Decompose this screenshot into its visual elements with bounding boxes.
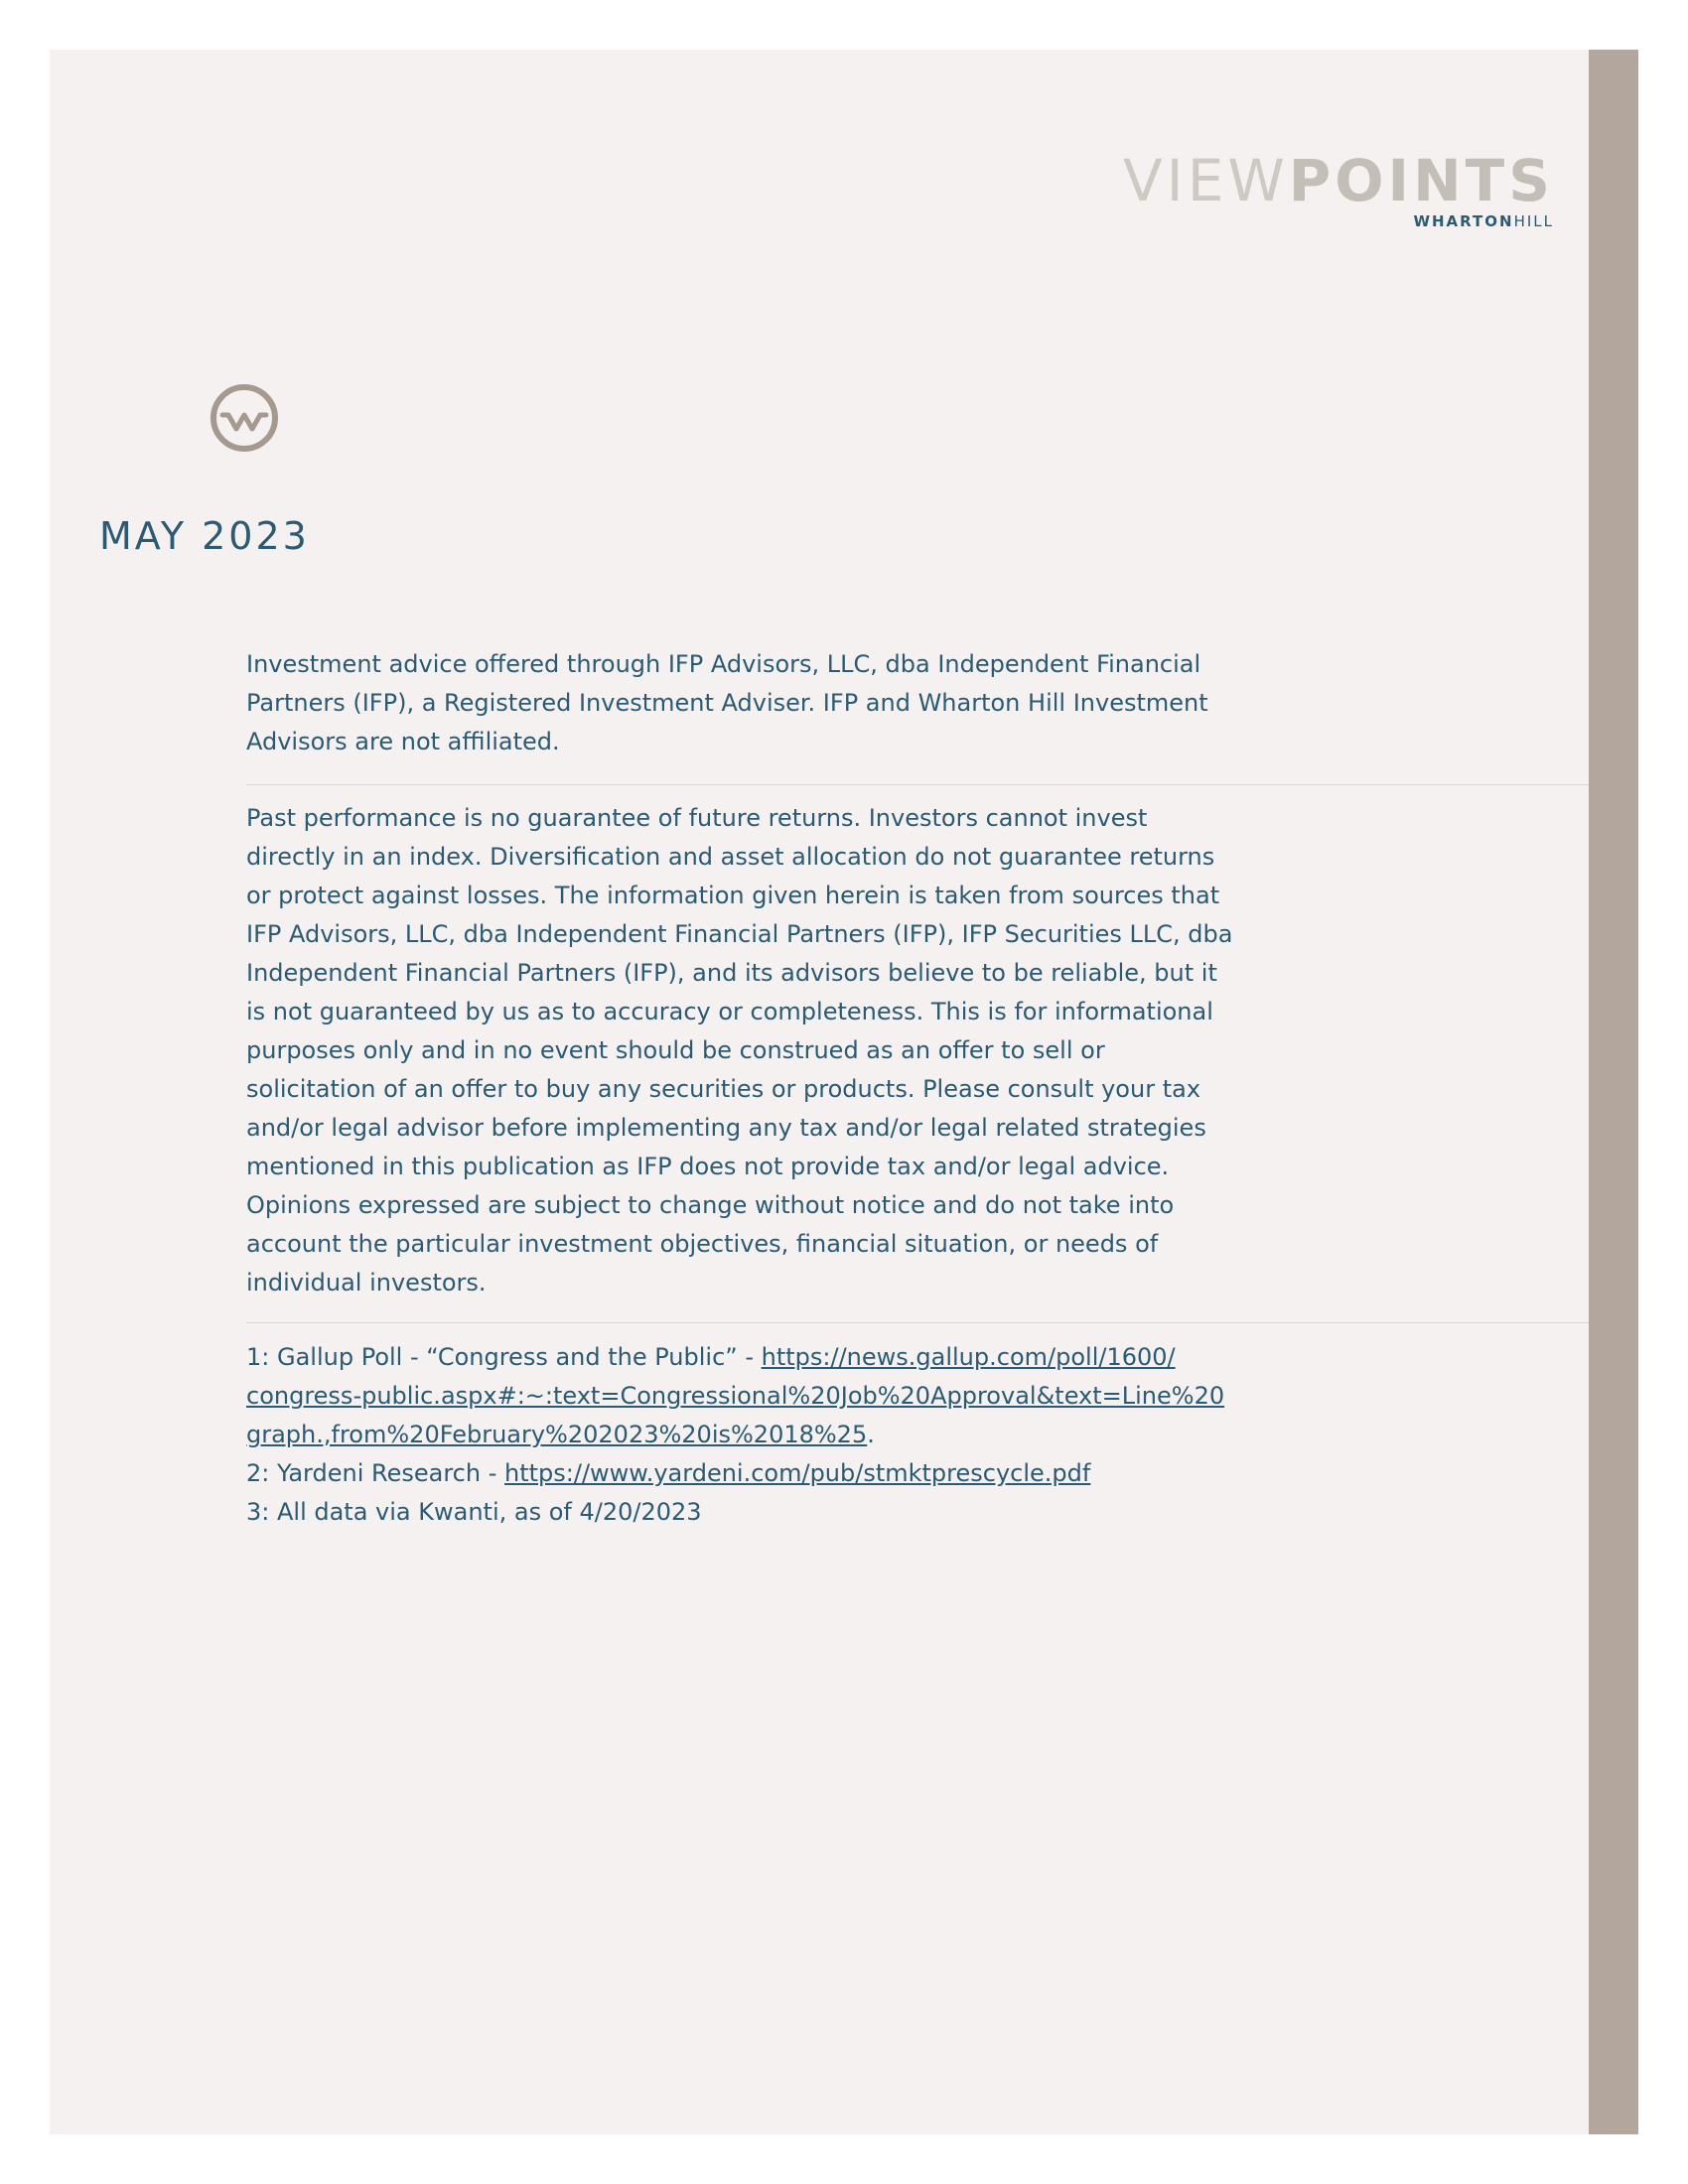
investment-advice-text: Investment advice offered through IFP Advisors, LLC, dba Independent Financial Partners (IFP), a Registered Investment Adviser. IFP and Wharton Hill Investment Advisors are not affiliated. — [246, 650, 1208, 755]
source-1-link[interactable]: graph.,from%20February%202023%20is%2018%25 — [246, 1421, 868, 1448]
source-line-2 — [246, 1454, 1239, 1493]
masthead-title — [1122, 147, 1554, 214]
source-1-link[interactable]: https://news.gallup.com/poll/1600/ — [761, 1343, 1176, 1371]
source-2-link[interactable]: https://www.yardeni.com/pub/stmktprescycle.pdf — [504, 1459, 1091, 1487]
source-1-prefix: 1: Gallup Poll - “Congress and the Public” - — [246, 1343, 762, 1371]
source-2-prefix: 2: Yardeni Research - — [246, 1459, 505, 1487]
issue-date-heading: MAY 2023 — [99, 514, 310, 558]
section-divider — [246, 1322, 1589, 1323]
document-page — [50, 50, 1638, 2134]
source-line-1-cont — [246, 1377, 1239, 1416]
masthead-brand — [1123, 212, 1554, 230]
source-line-3: 3: All data via Kwanti, as of 4/20/2023 — [246, 1498, 702, 1526]
brand-strong: WHARTON — [1413, 212, 1514, 230]
source-1-link[interactable]: congress-public.aspx#:~:text=Congressional%20Job%20Approval&text=Line%20 — [246, 1382, 1225, 1410]
sources-section — [246, 1338, 1239, 1532]
investment-advice-section — [246, 645, 1239, 761]
section-divider — [246, 784, 1589, 785]
masthead-title-bold: POINTS — [1288, 147, 1554, 214]
masthead-title-thin: VIEW — [1122, 147, 1289, 214]
source-1-suffix: . — [867, 1421, 875, 1448]
source-line-1-cont — [246, 1416, 1239, 1454]
disclaimer-section — [246, 799, 1239, 1302]
brand-light: HILL — [1513, 212, 1554, 230]
viewpoints-masthead — [1122, 147, 1554, 230]
disclaimer-text: Past performance is no guarantee of future returns. Investors cannot invest directly in an index. Diversification and asset allocation do not guarantee returns or protect against losses. The information given herein is taken from sources that IFP Advisors, LLC, dba Independent Financial Partners (IFP), IFP Securities LLC, dba Independent Financial Partners (IFP), and its advisors believe to be reliable, but it is not guaranteed by us as to accuracy or completeness. This is for informational purposes only and in no event should be construed as an offer to sell or solicitation of an offer to buy any securities or products. Please consult your tax and/or legal advisor before implementing any tax and/or legal related strategies mentioned in this publication as IFP does not provide tax and/or legal advice. Opinions expressed are subject to change without notice and do not take into account the particular investment objectives, financial situation, or needs of individual investors. — [246, 804, 1233, 1297]
side-accent-bar — [1589, 50, 1638, 2134]
wharton-hill-w-circle-icon — [209, 382, 280, 454]
source-line-1 — [246, 1338, 1239, 1377]
